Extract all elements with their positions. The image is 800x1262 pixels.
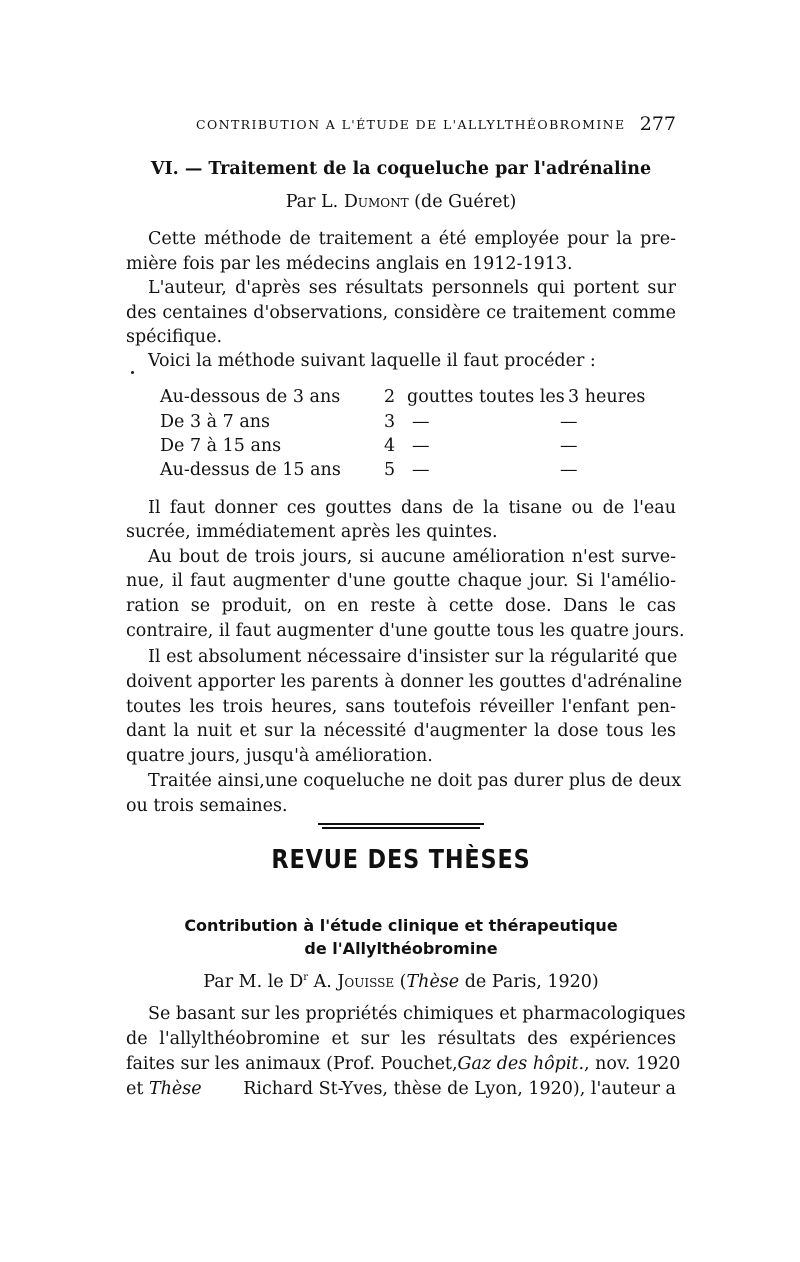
paragraph-line: sucrée, immédiatement après les quintes. (126, 522, 498, 542)
paragraph-line: mière fois par les médecins anglais en 1912-1913. (126, 254, 573, 274)
dose-mid: gouttes toutes les (407, 387, 565, 407)
paragraph-line (126, 1053, 681, 1075)
dose-frequency: — (560, 412, 578, 432)
paragraph-line: Traitée ainsi,une coqueluche ne doit pas durer plus de deux (148, 771, 682, 791)
paragraph-line: Voici la méthode suivant laquelle il faut procéder : (148, 351, 596, 371)
article-byline (126, 191, 676, 213)
paragraph-line: de l'allylthéobromine et sur les résultats des expériences (126, 1029, 676, 1049)
running-head (196, 113, 676, 139)
paragraph-line: Se basant sur les propriétés chimiques et pharmacologiques (148, 1004, 686, 1024)
byline-suffix: (de Guéret) (414, 192, 517, 212)
text-run: et (126, 1079, 144, 1099)
paragraph-line: toutes les trois heures, sans toutefois réveiller l'enfant pen- (126, 697, 676, 717)
dose-age: De 7 à 15 ans (160, 436, 282, 456)
text-run: Richard St-Yves, thèse de Lyon, 1920), l'auteur a (243, 1079, 676, 1099)
byline-prefix: Par M. le D (203, 971, 304, 992)
dose-age: Au-dessous de 3 ans (160, 387, 341, 407)
section-divider-rule (318, 823, 484, 825)
text-run-italic: Gaz des hôpit. (457, 1054, 585, 1074)
paragraph-line (126, 1078, 676, 1100)
byline-open-paren: ( (399, 971, 407, 992)
dose-frequency: 3 heures (568, 387, 646, 407)
paragraph-line: dant la nuit et sur la nécessité d'augmenter la dose tous les (126, 721, 676, 741)
dose-drops: 5 (384, 460, 396, 480)
thesis-title-line: de l'Allylthéobromine (304, 939, 498, 958)
paragraph-line: ou trois semaines. (126, 796, 288, 816)
thesis-title-line: Contribution à l'étude clinique et thérapeutique (184, 916, 618, 935)
paragraph-line: Il est absolument nécessaire d'insister sur la régularité que (148, 647, 678, 667)
running-head-title: CONTRIBUTION A L'ÉTUDE DE L'ALLYLTHÉOBROMINE (196, 117, 626, 132)
text-run: , nov. 1920 (584, 1054, 681, 1074)
article-heading: VI. — Traitement de la coqueluche par l'adrénaline (150, 159, 652, 179)
byline-superscript: r (303, 972, 309, 983)
byline-initial: A. (313, 971, 332, 992)
section-heading: REVUE DES THÈSES (271, 845, 531, 875)
section-divider-rule (322, 827, 480, 829)
byline-rest: de Paris, 1920) (464, 971, 599, 992)
page-number: 277 (639, 113, 676, 135)
dose-drops: 2 (384, 387, 396, 407)
byline-author: Dumont (343, 192, 409, 212)
text-run: faites sur les animaux (Prof. Pouchet, (126, 1054, 458, 1074)
paragraph-line: L'auteur, d'après ses résultats personnels qui portent sur (148, 278, 676, 298)
dose-frequency: — (560, 460, 578, 480)
byline-author: Jouisse (337, 971, 395, 992)
paragraph-line: quatre jours, jusqu'à amélioration. (126, 746, 433, 766)
text-run-italic: Thèse (148, 1079, 202, 1099)
byline-prefix: Par L. (285, 192, 339, 212)
paragraph-line: doivent apporter les parents à donner les gouttes d'adrénaline (126, 672, 683, 692)
paragraph-line: Il faut donner ces gouttes dans de la tisane ou de l'eau (148, 498, 676, 518)
thesis-byline (126, 967, 676, 993)
dose-mid: — (412, 436, 430, 456)
dose-age: De 3 à 7 ans (160, 412, 271, 432)
dose-drops: 3 (384, 412, 396, 432)
paragraph-line: spécifique. (126, 327, 223, 347)
dose-mid: — (412, 460, 430, 480)
paragraph-line: des centaines d'observations, considère ce traitement comme (126, 303, 676, 323)
dose-drops: 4 (384, 436, 396, 456)
dose-age: Au-dessus de 15 ans (160, 460, 341, 480)
paragraph-line: contraire, il faut augmenter d'une goutte tous les quatre jours. (126, 621, 685, 641)
dose-frequency: — (560, 436, 578, 456)
paragraph-line: Cette méthode de traitement a été employée pour la pre- (148, 229, 676, 249)
dose-mid: — (412, 412, 430, 432)
paragraph-line: nue, il faut augmenter d'une goutte chaque jour. Si l'amélio- (126, 571, 676, 591)
ink-speck (131, 371, 134, 374)
byline-these: Thèse (406, 971, 460, 992)
paragraph-line: ration se produit, on en reste à cette dose. Dans le cas (126, 596, 676, 616)
paragraph-line: Au bout de trois jours, si aucune amélioration n'est surve- (148, 547, 676, 567)
